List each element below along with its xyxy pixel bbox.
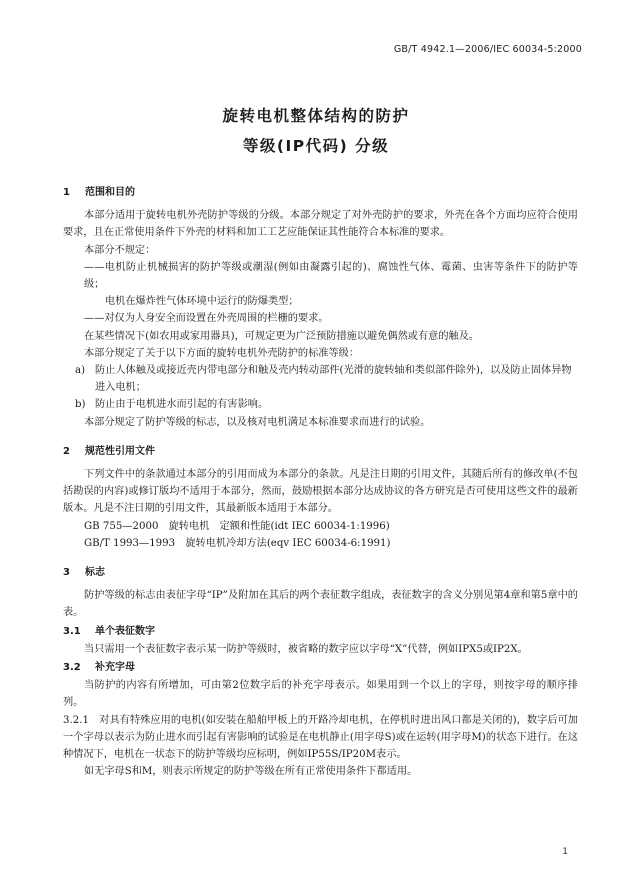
title-line-1: 旋转电机整体结构的防护 [222,107,410,125]
standard-code-header: GB/T 4942.1—2006/IEC 60034-5:2000 [393,44,582,55]
subsection-number: 3.1 [63,625,81,637]
paragraph: 如无字母S和M，则表示所规定的防护等级在所有正常使用条件下都适用。 [84,766,418,778]
subsection-number: 3.2 [63,662,81,674]
paragraph: 当防护的内容有所增加，可由第2位数字后的补充字母表示。如果用到一个以上的字母，则按字母的顺序排列。 [63,680,578,709]
section-number: 1 [63,187,70,198]
list-item-a [63,362,578,396]
section-title: 标志 [85,567,105,579]
section-2-heading [63,443,578,460]
paragraph: 3.2.1 对具有特殊应用的电机(如安装在船舶甲板上的开路冷却电机，在停机时进出风口都是关闭的)，数字后可加一个字母以表示为防止进水而引起有害影响的试验是在电机静止(用字母S)或在运转(用字母M)的状态下进行。在这种情况下，电机在一状态下的防护等级均应标明，例如IP55S/IP20M表示。 [63,714,578,761]
reference-item: GB/T 1993—1993 旋转电机冷却方法(eqv IEC 60034-6:1991) [84,537,391,549]
list-item-b [63,396,578,413]
reference-item: GB 755—2000 旋转电机 定额和性能(idt IEC 60034-1:1996) [84,520,390,532]
section-3-heading [63,564,578,581]
paragraph: 防护等级的标志由表征字母“IP”及附加在其后的两个表征数字组成，表征数字的含义分别见第4章和第5章中的表。 [63,590,578,619]
dash-item: ——电机防止机械损害的防护等级或潮湿(例如由凝露引起的)、腐蚀性气体、霉菌、虫害等条件下的防护等级； [84,261,578,291]
section-number: 3 [63,567,70,579]
list-marker: b) [75,399,86,411]
section-1-heading [63,184,578,201]
section-title: 规范性引用文件 [85,445,155,457]
paragraph: 下列文件中的条款通过本部分的引用而成为本部分的条款。凡是注日期的引用文件，其随后所有的修改单(不包括勘误的内容)或修订版均不适用于本部分，然而，鼓励根据本部分达成协议的各方研究是否可使用这些文件的最新版本。凡是不注日期的引用文件，其最新版本适用于本部分。 [63,469,578,515]
paragraph: 当只需用一个表征数字表示某一防护等级时，被省略的数字应以字母“X”代替，例如IPX5或IP2X。 [84,643,528,655]
paragraph: 本部分适用于旋转电机外壳防护等级的分级。本部分规定了对外壳防护的要求，外壳在各个方面均应符合使用要求，且在正常使用条件下外壳的材料和加工工艺应能保证其性能符合本标准的要求。 [63,210,578,239]
document-title [0,104,632,156]
section-title: 范围和目的 [85,187,135,198]
paragraph: 本部分规定了防护等级的标志，以及核对电机满足本标准要求而进行的试验。 [84,416,431,428]
subsection-3-2-heading [63,659,578,676]
paragraph: 在某些情况下(如农用或家用器具)，可规定更为广泛预防措施以避免偶然或有意的触及。 [84,330,480,342]
list-marker: a) [75,365,86,377]
document-body [63,178,578,781]
paragraph: 本部分规定了关于以下方面的旋转电机外壳防护的标准等级： [84,347,360,359]
section-number: 2 [63,445,70,457]
list-text: 防止人体触及或接近壳内带电部分和触及壳内转动部件(光滑的旋转轴和类似部件除外)，以及防止固体异物进入电机； [95,365,572,394]
dash-item: ——对仅为人身安全而设置在外壳周围的栏栅的要求。 [84,313,329,325]
page-number: 1 [562,847,568,857]
subsection-title: 单个表征数字 [95,625,155,637]
subsection-title: 补充字母 [95,662,135,674]
title-line-2: 等级(IP代码) 分级 [242,137,390,155]
list-text: 防止由于电机进水而引起的有害影响。 [95,399,269,411]
subsection-3-1-heading [63,623,578,640]
paragraph: 本部分不规定： [84,244,156,256]
dash-item: 电机在爆炸性气体环境中运行的防爆类型； [105,296,299,308]
